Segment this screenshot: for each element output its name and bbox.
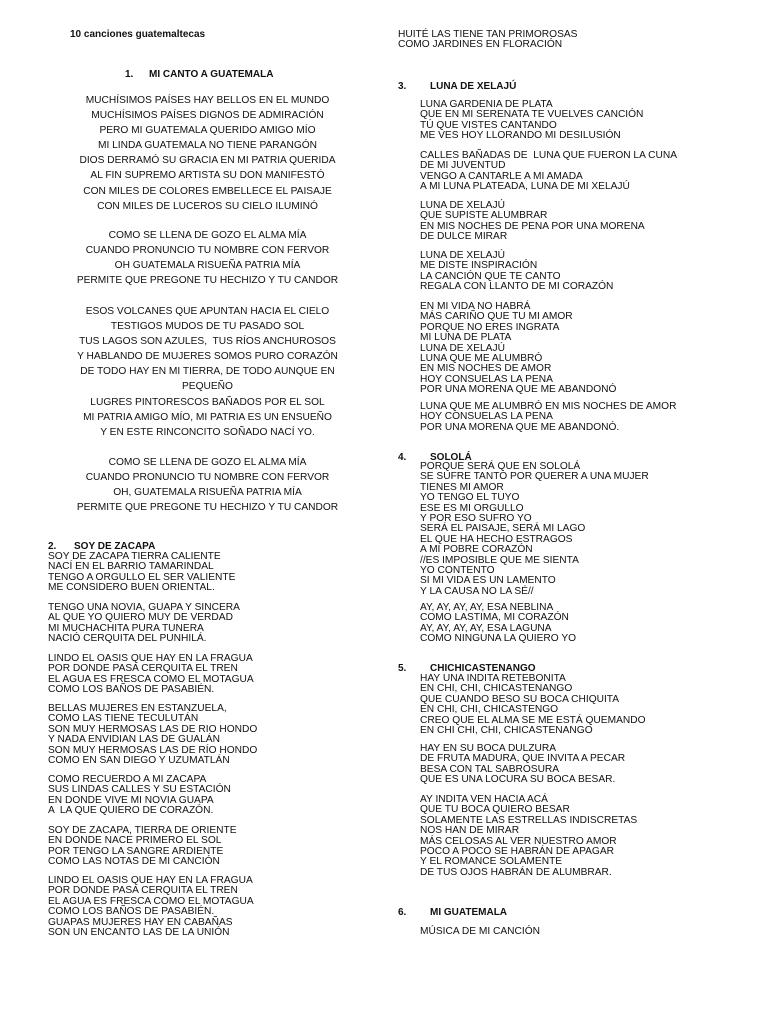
song-2-stanza-1 (48, 552, 235, 594)
lyric-line: HAY EN SU BOCA DULZURA (420, 743, 557, 754)
song-2-carryover (398, 30, 577, 51)
lyric-line: NOS HAN DE MIRAR (420, 825, 520, 837)
lyric-line: DE DULCE MIRAR (420, 231, 508, 243)
lyric-line: A MI POBRE CORAZÓN (420, 544, 533, 556)
lyric-line: SOY DE ZACAPA, TIERRA DE ORIENTE (48, 825, 237, 836)
song-title: MI CANTO A GUATEMALA (149, 69, 274, 80)
lyric-line: COMO EN SAN DIEGO Y UZUMATLÁN (48, 755, 230, 767)
song-number: 2. (48, 541, 57, 552)
lyric-line: DE MI JUVENTUD (420, 160, 506, 172)
lyric-line: POR UNA MORENA QUE ME ABANDONÓ. (420, 421, 620, 433)
song-1-stanza-2 (40, 228, 375, 288)
lyric-line: LINDO EL OASIS QUE HAY EN LA FRAGUA (48, 875, 253, 886)
lyric-line: ME VES HOY LLORANDO MI DESILUSIÓN (420, 130, 621, 142)
lyric-line: MUCHÍSIMOS PAÍSES DIGNOS DE ADMIRACIÓN (91, 110, 324, 122)
song-3-stanza-3 (420, 201, 645, 243)
lyric-line: //ES IMPOSIBLE QUE ME SIENTA (420, 554, 579, 566)
lyric-line: POR DONDE PASA CERQUITA EL TREN (48, 663, 238, 675)
lyric-line: SERÁ EL PAISAJE, SERÁ MI LAGO (420, 523, 586, 535)
lyric-line: POR DONDE PASA CERQUITA EL TREN (48, 885, 238, 897)
lyric-line: LUNA DE XELAJÚ (420, 200, 505, 211)
lyric-line: HOY CONSUELAS LA PENA (420, 373, 553, 385)
song-1-heading (125, 69, 273, 80)
song-title: MI GUATEMALA (430, 907, 508, 918)
lyric-line: LUNA QUE ME ALUMBRÓ (420, 353, 543, 365)
lyric-line: MI LINDA GUATEMALA NO TIENE PARANGÓN (97, 140, 318, 152)
lyric-line: AY INDITA VEN HACIA ACÁ (420, 794, 548, 805)
lyric-line: SOLAMENTE LAS ESTRELLAS INDISCRETAS (420, 814, 638, 826)
lyric-line: SI MI VIDA ES UN LAMENTO (420, 575, 556, 587)
song-number: 4. (398, 452, 407, 463)
lyric-line: DE TODO HAY EN MI TIERRA, DE TODO AUNQUE EN (80, 366, 335, 378)
lyric-line: CUANDO PRONUNCIO TU NOMBRE CON FERVOR (85, 472, 330, 484)
song-3-stanza-1 (420, 100, 643, 142)
lyric-line: MÚSICA DE MI CANCIÓN (420, 926, 540, 937)
lyric-line: Y POR ESO SUFRO YO (420, 513, 532, 525)
lyric-line: PEQUEÑO (182, 381, 233, 393)
lyric-line: CUANDO PRONUNCIO TU NOMBRE CON FERVOR (85, 245, 330, 257)
lyric-line: EL AGUA ES FRESCA COMO EL MOTAGUA (48, 673, 254, 685)
lyric-line: ESOS VOLCANES QUE APUNTAN HACIA EL CIELO (85, 306, 330, 317)
lyric-line: A MI LUNA PLATEADA, LUNA DE MI XELAJÚ (420, 181, 630, 193)
lyric-line: QUE SUPISTE ALUMBRAR (420, 210, 548, 222)
lyric-line: CALLES BAÑADAS DE LUNA QUE FUERON LA CUNA (420, 150, 678, 161)
song-title: LUNA DE XELAJÚ (430, 81, 517, 92)
song-5-stanza-1 (420, 674, 646, 736)
lyric-line: NACIÓ CERQUITA DEL PUNHILÁ. (48, 633, 207, 645)
lyric-line: SON MUY HERMOSAS LAS DE RÍO HONDO (48, 744, 258, 756)
lyric-line: COMO RECUERDO A MI ZACAPA (48, 774, 207, 785)
lyric-line: EN DONDE NACE PRIMERO EL SOL (48, 835, 222, 847)
lyric-line: Y EL ROMANCE SOLAMENTE (420, 856, 563, 868)
lyric-line: LUNA DE XELAJÚ (420, 342, 505, 354)
song-2-stanza-4 (48, 704, 257, 766)
song-2-stanza-7 (48, 876, 254, 938)
lyric-line: VENGO A CANTARLE A MI AMADA (420, 170, 583, 182)
lyric-line: COMO NINGUNA LA QUIERO YO (420, 633, 577, 645)
lyric-line: TESTIGOS MUDOS DE TU PASADO SOL (110, 321, 305, 333)
lyric-line: NACÍ EN EL BARRIO TAMARINDAL (48, 561, 214, 573)
lyric-line: HUITÉ LAS TIENE TAN PRIMOROSAS (398, 29, 578, 40)
lyric-line: ME DISTE INSPIRACIÓN (420, 260, 538, 272)
lyric-line: MÁS CELOSAS AL VER NUESTRO AMOR (420, 835, 617, 847)
lyric-line: COMO LAS TIENE TECULUTÁN (48, 713, 199, 725)
lyric-line: EN MIS NOCHES DE PENA POR UNA MORENA (420, 220, 645, 232)
song-5-stanza-3 (420, 795, 637, 878)
lyric-line: EL AGUA ES FRESCA COMO EL MOTAGUA (48, 895, 254, 907)
song-4-stanza-1 (420, 462, 649, 597)
lyric-line: EN MI VIDA NO HABRÁ (420, 301, 531, 312)
lyric-line: MI LUNA DE PLATA (420, 332, 512, 344)
lyric-line: PORQUE NO ERES INGRATA (420, 321, 560, 333)
song-1-stanza-4 (40, 455, 375, 515)
lyric-line: DE TUS OJOS HABRÁN DE ALUMBRAR. (420, 866, 612, 878)
lyric-line: COMO LASTIMA, MI CORAZÓN (420, 612, 569, 624)
lyric-line: DIOS DERRAMÓ SU GRACIA EN MI PATRIA QUERIDA (79, 155, 336, 167)
lyric-line: OH, GUATEMALA RISUEÑA PATRIA MÍA (113, 487, 302, 499)
lyric-line: TENGO UNA NOVIA, GUAPA Y SINCERA (48, 602, 240, 613)
lyric-line: PERMITE QUE PREGONE TU HECHIZO Y TU CANDOR (76, 502, 339, 514)
lyric-line: AL FIN SUPREMO ARTISTA SU DON MANIFESTÓ (90, 170, 325, 182)
song-number: 6. (398, 907, 407, 918)
lyric-line: AY, AY, AY, AY, ESA LAGUNA (420, 622, 552, 634)
lyric-line: LUNA GARDENIA DE PLATA (420, 99, 553, 110)
lyric-line: AL QUE YO QUIERO MUY DE VERDAD (48, 612, 233, 624)
song-3-stanza-6 (420, 402, 676, 433)
lyric-line: COMO LOS BAÑOS DE PASABIÉN. (48, 906, 215, 918)
lyric-line: LUNA QUE ME ALUMBRÓ EN MIS NOCHES DE AMOR (420, 401, 677, 412)
lyric-line: DE FRUTA MADURA, QUE INVITA A PECAR (420, 753, 626, 765)
lyric-line: SOY DE ZACAPA TIERRA CALIENTE (48, 551, 221, 562)
lyric-line: CREO QUE EL ALMA SE ME ESTÁ QUEMANDO (420, 714, 646, 726)
song-title: SOLOLÁ (430, 452, 472, 463)
lyric-line: COMO LAS NOTAS DE MI CANCIÓN (48, 856, 220, 868)
song-6-heading (398, 907, 507, 918)
lyric-line: LA CANCIÓN QUE TE CANTO (420, 270, 561, 282)
lyric-line: Y HABLANDO DE MUJERES SOMOS PURO CORAZÓN (77, 351, 338, 363)
lyric-line: Y LA CAUSA NO LA SÉ// (420, 585, 534, 597)
lyric-line: LUNA DE XELAJÚ (420, 250, 505, 261)
lyric-line: OH GUATEMALA RISUEÑA PATRIA MÍA (114, 260, 301, 272)
lyric-line: MI MUCHACHITA PURA TUNERA (48, 622, 204, 634)
lyric-line: TÚ QUE VISTES CANTANDO (420, 119, 557, 131)
lyric-line: Y NADA ENVIDIAN LAS DE GUALÁN (48, 734, 220, 746)
lyric-line: AY, AY, AY, AY, ESA NEBLINA (420, 602, 554, 613)
lyric-line: EN CHI, CHI, CHICASTENANGO (420, 683, 573, 695)
lyric-line: LINDO EL OASIS QUE HAY EN LA FRAGUA (48, 653, 253, 664)
lyric-line: COMO JARDINES EN FLORACIÓN (398, 39, 563, 51)
song-2-stanza-5 (48, 775, 231, 817)
lyric-line: QUE CUANDO BESO SU BOCA CHIQUITA (420, 693, 620, 705)
lyric-line: MI PATRIA AMIGO MÍO, MI PATRIA ES UN ENSUEÑO (83, 411, 332, 423)
song-title: SOY DE ZACAPA (74, 541, 156, 552)
lyric-line: TENGO A ORGULLO EL SER VALIENTE (48, 571, 236, 583)
song-1-stanza-1 (40, 93, 375, 214)
lyric-line: PERO MI GUATEMALA QUERIDO AMIGO MÍO (99, 125, 316, 137)
lyric-line: EN CHI CHI, CHI, CHICASTENANGO (420, 725, 593, 737)
lyric-line: GUAPAS MUJERES HAY EN CABAÑAS (48, 916, 233, 928)
lyric-line: A LA QUE QUIERO DE CORAZÓN. (48, 805, 214, 817)
lyric-line: POR UNA MORENA QUE ME ABANDONÓ (420, 384, 617, 396)
lyric-line: MÁS CARIÑO QUE TU MI AMOR (420, 311, 573, 323)
song-number: 5. (398, 663, 407, 674)
lyric-line: PERMITE QUE PREGONE TU HECHIZO Y TU CANDOR (76, 275, 339, 287)
lyric-line: Y EN ESTE RINCONCITO SOÑADO NACÍ YO. (100, 426, 315, 438)
song-number: 1. (125, 69, 134, 80)
lyric-line: MUCHÍSIMOS PAÍSES HAY BELLOS EN EL MUNDO (85, 95, 330, 106)
lyric-line: QUE TU BOCA QUIERO BESAR (420, 804, 570, 816)
lyric-line: PORQUE SERÁ QUE EN SOLOLÁ (420, 461, 581, 472)
song-2-stanza-2 (48, 603, 240, 645)
song-3-heading (398, 81, 516, 92)
lyric-line: SON UN ENCANTO LAS DE LA UNIÓN (48, 927, 230, 939)
song-2-stanza-6 (48, 826, 237, 868)
song-3-stanza-2 (420, 151, 677, 193)
song-5-stanza-2 (420, 744, 625, 786)
lyric-line: SON MUY HERMOSAS LAS DE RIO HONDO (48, 723, 258, 735)
song-3-stanza-4 (420, 251, 613, 293)
lyric-line: LUGRES PINTORESCOS BAÑADOS POR EL SOL (90, 396, 325, 408)
lyric-line: TUS LAGOS SON AZULES, TUS RÍOS ANCHUROSOS (79, 336, 336, 348)
lyric-line: SUS LINDAS CALLES Y SU ESTACIÓN (48, 784, 231, 796)
song-1-stanza-3 (40, 304, 375, 440)
song-6-stanza-1 (420, 927, 540, 937)
lyric-line: HAY UNA INDITA RETEBONITA (420, 673, 566, 684)
document-title: 10 canciones guatemaltecas (70, 29, 206, 40)
lyric-line: QUE ES UNA LOCURA SU BOCA BESAR. (420, 774, 616, 786)
lyric-line: BESA CON TAL SABROSURA (420, 763, 560, 775)
lyric-line: CON MILES DE LUCEROS SU CIELO ILUMINÓ (97, 200, 318, 212)
lyric-line: EN DONDE VIVE MI NOVIA GUAPA (48, 794, 214, 806)
lyric-line: YO TENGO EL TUYO (420, 492, 520, 504)
lyric-line: HOY CONSUELAS LA PENA (420, 411, 553, 423)
song-3-stanza-5 (420, 302, 616, 396)
song-4-stanza-2 (420, 603, 576, 645)
lyric-line: BELLAS MUJERES EN ESTANZUELA, (48, 703, 227, 714)
lyric-line: POR TENGO LA SANGRE ARDIENTE (48, 845, 224, 857)
lyric-line: EN MIS NOCHES DE AMOR (420, 363, 552, 375)
lyric-line: YO CONTENTO (420, 565, 495, 577)
lyric-line: SE SUFRE TANTO POR QUERER A UNA MUJER (420, 471, 649, 483)
lyric-line: COMO LOS BAÑOS DE PASABIÉN. (48, 684, 215, 696)
lyric-line: TIENES MI AMOR (420, 481, 504, 493)
lyric-line: COMO SE LLENA DE GOZO EL ALMA MÍA (108, 457, 307, 468)
lyric-line: POCO A POCO SE HABRÁN DE APAGAR (420, 846, 614, 858)
lyric-line: REGALA CON LLANTO DE MI CORAZÓN (420, 281, 614, 293)
lyric-line: CON MILES DE COLORES EMBELLECE EL PAISAJE (83, 185, 332, 197)
lyric-line: COMO SE LLENA DE GOZO EL ALMA MÍA (108, 230, 307, 241)
song-2-stanza-3 (48, 654, 254, 696)
lyric-line: ME CONSIDERO BUEN ORIENTAL. (48, 582, 215, 594)
song-title: CHICHICASTENANGO (430, 663, 536, 674)
lyric-line: QUE EN MI SERENATA TE VUELVES CANCIÓN (420, 109, 644, 121)
lyric-line: EL QUE HA HECHO ESTRAGOS (420, 533, 573, 545)
song-number: 3. (398, 81, 407, 92)
lyric-line: EN CHI, CHI, CHICASTENGO (420, 704, 559, 716)
lyric-line: ESE ES MI ORGULLO (420, 502, 524, 514)
